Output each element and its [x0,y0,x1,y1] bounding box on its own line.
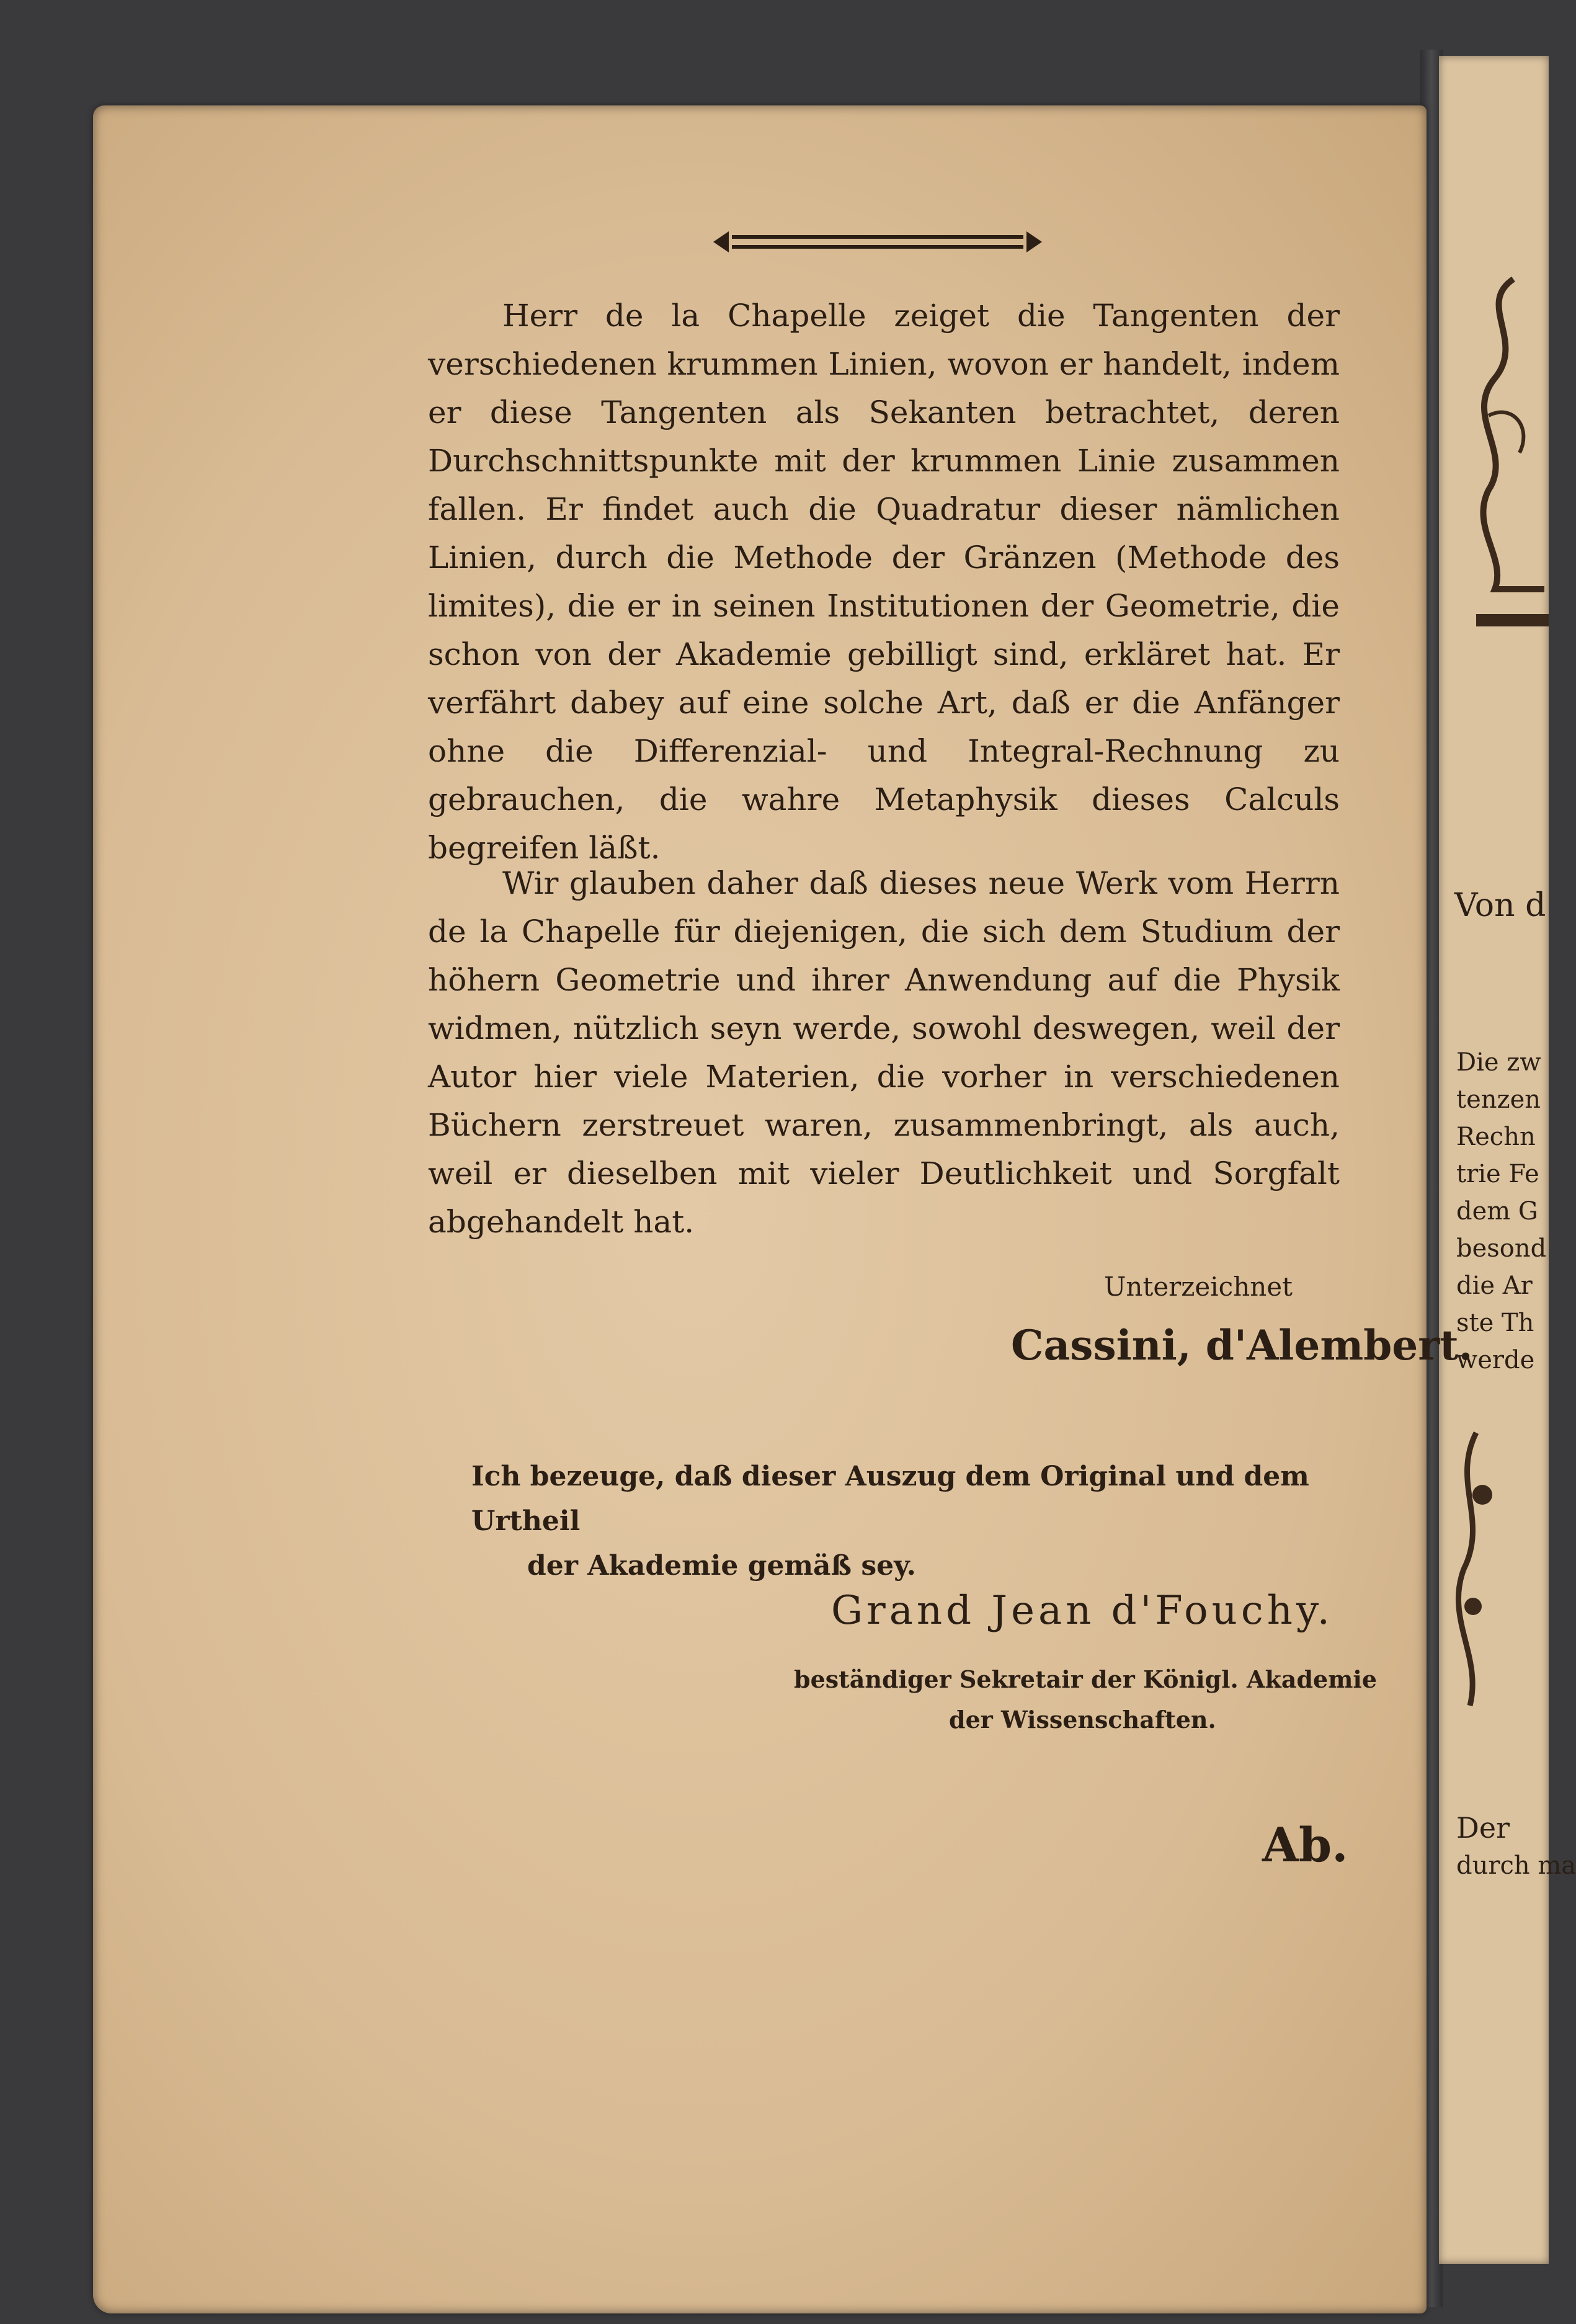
paragraph-conclusion: Wir glauben daher daß dieses neue Werk vom Herrn de la Chapelle für diejenigen, die sich dem Studium der höhern Geometrie und ihrer Anwendung auf die Physik widmen, nützlich seyn werde, sowohl deswegen, weil der Autor hier viele Materien, die vorher in verschiedenen Büchern zerstreuet waren, zusammenbringt, als auch, weil er dieselben mit vieler Deutlichkeit und Sorgfalt abgehandelt hat. [428,865,1340,1240]
facing-page-text: durch ma [1456,1851,1576,1880]
facing-page-text: besond [1456,1234,1547,1263]
facing-page-text: ste Th [1456,1309,1534,1337]
facing-page-text: tenzen [1456,1085,1541,1114]
facing-page-text: die Ar [1456,1271,1533,1300]
paragraph-review: Herr de la Chapelle zeiget die Tangenten der verschiedenen krummen Linien, wovon er handelt, indem er diese Tangenten als Sekanten betrachtet, deren Durchschnittspunkte mit der krummen Linie zusammen fallen. Er findet auch die Quadratur dieser nämlichen Linien, durch die Methode der Gränzen (Methode des limites), die er in seinen Institutionen der Geometrie, die schon von der Akademie gebilligt sind, erkläret hat. Er verfährt dabey auf eine solche Art, daß er die Anfänger ohne die Differenzial- und Integral-Rechnung zu gebrauchen, die wahre Metaphysik dieses Calculs begreifen läßt. [428,298,1340,866]
signatories: Cassini, d'Alembert. [1011,1321,1473,1369]
facing-page-text: dem G [1456,1197,1538,1226]
facing-page-text: Die zw [1456,1048,1541,1077]
ornamental-rule [710,226,1045,257]
facing-page-text: trie Fe [1456,1160,1539,1188]
catchword: Ab. [1262,1817,1348,1872]
attestation-line: Ich bezeuge, daß dieser Auszug dem Original und dem Urtheil [471,1461,1309,1537]
attestation-line: der Akademie gemäß sey. [527,1550,916,1582]
facing-page-text: werde [1456,1346,1535,1374]
facing-page-ornament-top [1439,267,1549,664]
facing-page-text: Rechn [1456,1123,1536,1151]
attestation [471,1454,1352,1588]
facing-page-text: Der [1456,1811,1510,1845]
secretary-name: Grand Jean d'Fouchy. [831,1588,1333,1634]
facing-page [1439,56,1576,2264]
facing-page-ornament-bottom [1439,1420,1549,1768]
secretary-title: beständiger Sekretair der Königl. Akademie [794,1665,1378,1693]
secretary-title: der Wissenschaften. [949,1706,1216,1734]
signed-label: Unterzeichnet [1104,1271,1293,1302]
facing-page-text: Von d [1454,887,1546,924]
